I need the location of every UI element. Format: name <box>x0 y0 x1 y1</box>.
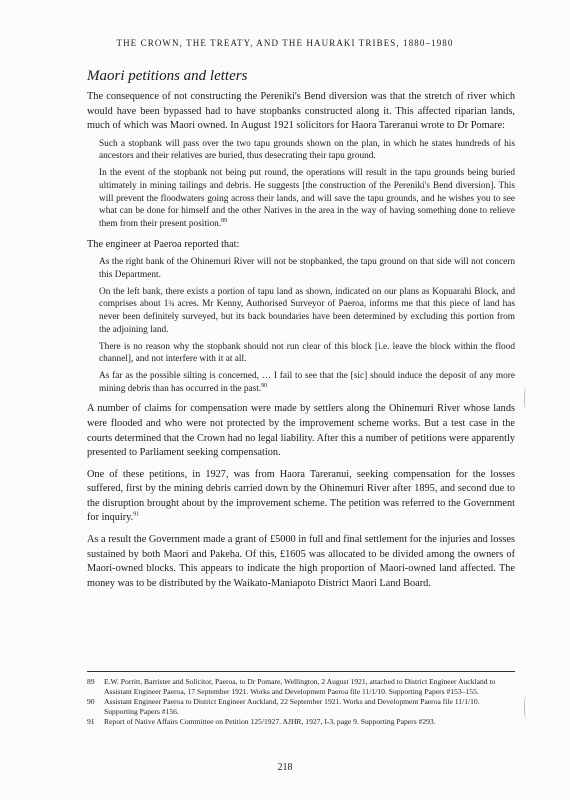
footnote-90 <box>87 697 515 716</box>
footnote-text: E.W. Porritt, Barrister and Solicitor, Paeroa, to Dr Pomare, Wellington, 2 August 1921, attached to District Engineer Auckland to Assistant Engineer Paeroa, 17 September 1921. Works and Development Paeroa file 11/1/10. Supporting Papers #153–155. <box>104 677 496 696</box>
margin-mark <box>524 387 531 409</box>
footnote-89 <box>87 677 515 696</box>
block-quote-1 <box>87 138 515 231</box>
quote-paragraph <box>99 167 515 231</box>
body-paragraph-1: The consequence of not constructing the Pereniki's Bend diversion was that the stretch of river which would have been bypassed had to have stopbanks constructed along it. This affected riparian lands, much of which was Maori owned. In August 1921 solicitors for Haora Tareranui wrote to Dr Pomare: <box>87 91 515 132</box>
quote-text: On the left bank, there exists a portion of tapu land as shown, indicated on our plans as Kopuarahi Block, and comprises about 1 <box>99 286 515 310</box>
footnote-ref-89: 89 <box>221 217 228 224</box>
body-paragraph-4 <box>87 468 515 526</box>
paragraph-text: One of these petitions, in 1927, was from Haora Tareranui, seeking compensation for the losses suffered, first by the mining debris carried down by the Ohinemuri River after 1895, and second due to the disruption brought about by the improvement scheme. The petition was referred to the Government for inquiry. <box>87 468 515 524</box>
footnote-number: 90 <box>87 697 95 707</box>
footnote-91 <box>87 717 515 727</box>
quote-text: acres. Mr Kenny, Authorised Surveyor of Paeroa, informs me that this piece of land has never been definitely surveyed, but its back boundaries have been determined by excluding this portion from the adjoining land. <box>99 299 515 335</box>
footnote-ref-90: 90 <box>261 382 268 389</box>
body-paragraph-3: A number of claims for compensation were made by settlers along the Ohinemuri River whose lands were flooded and who were not protected by the improvement scheme works. But a test case in the courts determined that the Crown had no legal liability. After this a number of petitions were apparently presented to Parliament seeking compensation. <box>87 403 515 459</box>
footnote-ref-91: 91 <box>133 512 140 519</box>
body-paragraph-2: The engineer at Paeroa reported that: <box>87 238 240 250</box>
footnote-text: Assistant Engineer Paeroa to District Engineer Auckland, 22 September 1921. Works and Development Paeroa file 11/1/10. Supporting Papers #156. <box>104 697 480 716</box>
footnote-number: 89 <box>87 677 95 686</box>
running-head: THE CROWN, THE TREATY, AND THE HAURAKI TRIBES, 1880–1980 <box>116 38 454 48</box>
section-heading: Maori petitions and letters <box>87 68 248 84</box>
quote-paragraph <box>99 286 515 337</box>
quote-text: As far as the possible silting is concerned, … I fail to see that the [sic] should induce the deposit of any more mining debris than has occurred in the past. <box>99 370 515 394</box>
margin-mark <box>524 696 531 718</box>
footnote-number: 91 <box>87 717 95 727</box>
fraction: ¾ <box>168 299 175 309</box>
quote-paragraph: There is no reason why the stopbank should not run clear of this block [i.e. leave the block within the flood channel], and not interfere with it at all. <box>99 341 515 365</box>
quote-text: In the event of the stopbank not being put round, the operations will result in the tapu grounds being buried ultimately in mining tailings and debris. He suggests [the construction of the Pereniki's Bend diversion]. This will prevent the floodwaters going across their lands, and will save the tapu grounds, and he wishes you to see what can be done for himself and the other Natives in the area in the way of having something done to relieve them from their present position. <box>99 168 515 229</box>
quote-paragraph <box>99 370 515 395</box>
footnote-text: Report of Native Affairs Committee on Petition 125/1927. AJHR, 1927, I-3, page 9. Supporting Papers #293. <box>104 717 436 727</box>
page-content <box>87 68 515 591</box>
page-number: 218 <box>277 762 293 773</box>
quote-paragraph: As the right bank of the Ohinemuri River will not be stopbanked, the tapu ground on that side will not concern this Department. <box>99 257 515 280</box>
footnotes <box>87 671 515 728</box>
body-paragraph-5: As a result the Government made a grant of £5000 in full and final settlement for the injuries and losses sustained by both Maori and Pakeha. Of this, £1605 was allocated to be divided among the owners of Maori-owned blocks. This appears to indicate the high proportion of Maori-owned land affected. The money was to be distributed by the Waikato-Maniapoto District Maori Land Board. <box>87 534 515 589</box>
quote-paragraph: Such a stopbank will pass over the two tapu grounds shown on the plan, in which he states hundreds of his ancestors and their relatives are buried, thus desecrating their tapu ground. <box>99 138 515 162</box>
block-quote-2 <box>87 256 515 395</box>
